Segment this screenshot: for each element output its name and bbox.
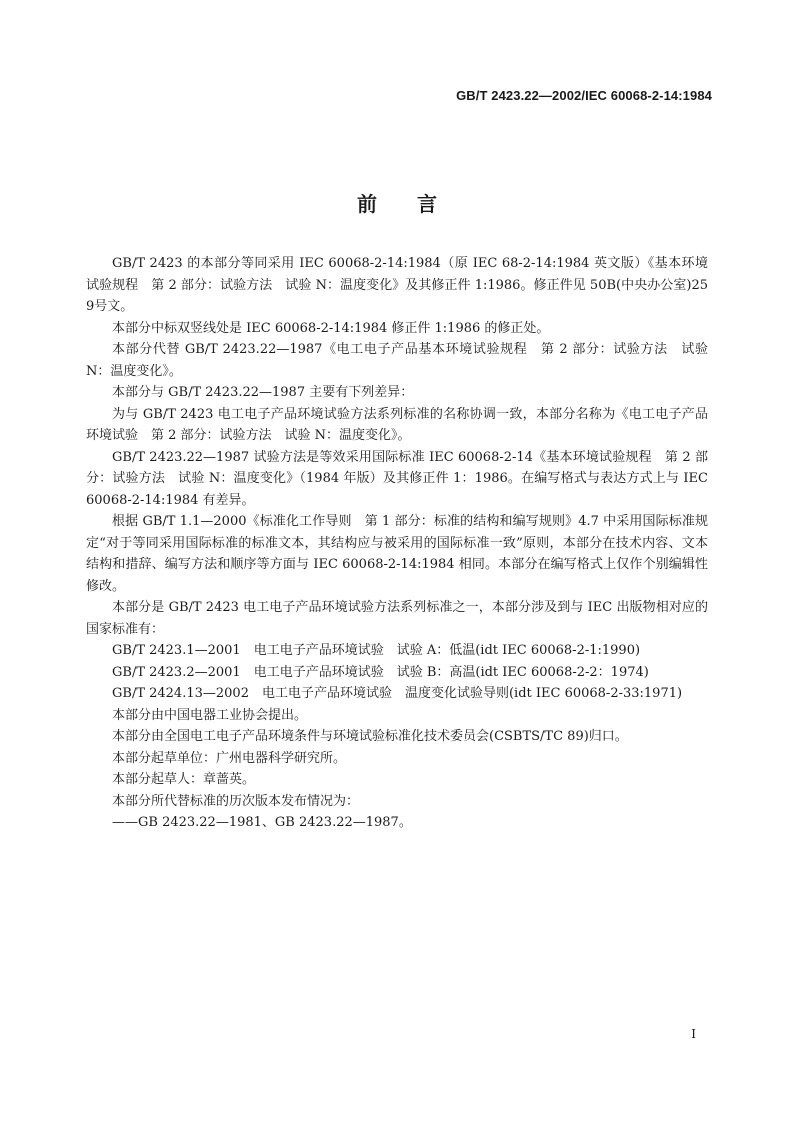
paragraph-amendment-marks: 本部分中标双竖线处是 IEC 60068-2-14:1984 修正件 1:1986 的修正处。 [112, 320, 550, 336]
standard-code-header: GB/T 2423.22—2002/IEC 60068-2-14:1984 [456, 88, 712, 103]
page-number: I [691, 1027, 696, 1041]
paragraph-drafting-unit: 本部分起草单位：广州电器科学研究所。 [112, 750, 347, 766]
related-standard-item: GB/T 2424.13—2002 电工电子产品环境试验 温度变化试验导则(idt IEC 60068-2-33:1971) [112, 686, 683, 701]
paragraph-replaces: 本部分代替 GB/T 2423.22—1987《电工电子产品基本环境试验规程 第 2 部分：试验方法 试验 N：温度变化》。 [86, 342, 708, 379]
page-title: 前言 [357, 192, 477, 216]
foreword-body [86, 253, 708, 834]
paragraph-differences-intro: 本部分与 GB/T 2423.22—1987 主要有下列差异： [112, 385, 414, 400]
paragraph-related-standards-intro: 本部分是 GB/T 2423 电工电子产品环境试验方法系列标准之一，本部分涉及到与 IEC 出版物相对应的国家标准有： [86, 600, 708, 637]
paragraph-gbt1-basis: 根据 GB/T 1.1—2000《标准化工作导则 第 1 部分：标准的结构和编写规则》4.7 中采用国际标准规定“对于等同采用国际标准的标准文本，其结构应与被采用的国际标准一致”原则，本部分在技术内容、文本结构和措辞、编写方法和顺序等方面与 IEC 60068-2-14:1984 相同。本部分在编写格式上仅作个别编辑性修改。 [86, 514, 708, 594]
paragraph-history-intro: 本部分所代替标准的历次版本发布情况为： [112, 793, 360, 809]
paragraph-proposed-by: 本部分由中国电器工业协会提出。 [112, 707, 308, 723]
related-standard-item: GB/T 2423.1—2001 电工电子产品环境试验 试验 A：低温(idt IEC 60068-2-1:1990) [112, 643, 641, 658]
paragraph-under-jurisdiction: 本部分由全国电工电子产品环境条件与环境试验标准化技术委员会(CSBTS/TC 89)归口。 [112, 729, 628, 744]
paragraph-drafter: 本部分起草人：章蔷英。 [112, 772, 256, 787]
paragraph-history-list: ——GB 2423.22—1981、GB 2423.22—1987。 [112, 815, 412, 830]
related-standard-item: GB/T 2423.2—2001 电工电子产品环境试验 试验 B：高温(idt IEC 60068-2-2：1974) [112, 664, 649, 680]
paragraph-difference-format: GB/T 2423.22—1987 试验方法是等效采用国际标准 IEC 60068-2-14《基本环境试验规程 第 2 部分：试验方法 试验 N：温度变化》（1984 年版）及其修正件 1：1986。在编写格式与表达方式上与 IEC 60068-2-14:1984 有差异。 [86, 449, 708, 508]
paragraph-difference-name: 为与 GB/T 2423 电工电子产品环境试验方法系列标准的名称协调一致，本部分名称为《电工电子产品环境试验 第 2 部分：试验方法 试验 N：温度变化》。 [86, 406, 708, 443]
paragraph-adoption: GB/T 2423 的本部分等同采用 IEC 60068-2-14:1984（原 IEC 68-2-14:1984 英文版）《基本环境试验规程 第 2 部分：试验方法 试验 N：温度变化》及其修正件 1:1986。修正件见 50B(中央办公室)259号文。 [86, 256, 708, 314]
